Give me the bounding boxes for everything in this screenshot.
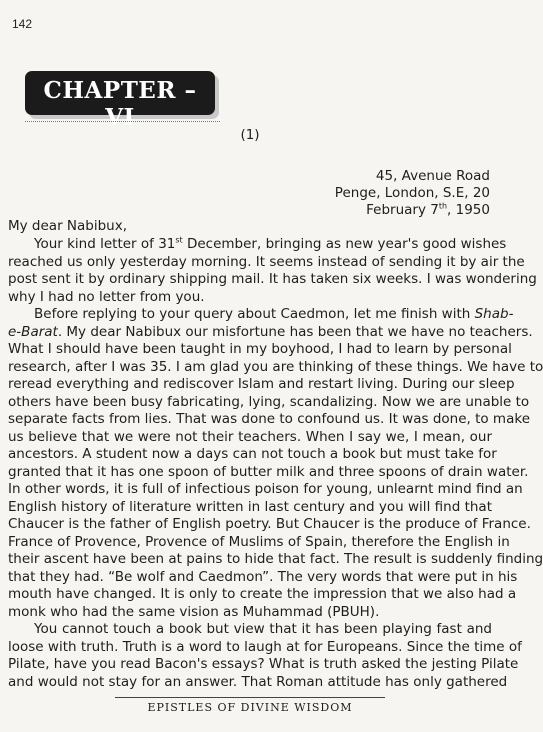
- text-line: You cannot touch a book but view that it has been playing fast and: [34, 621, 492, 637]
- text-line: Chaucer is the father of English poetry. But Chaucer is the produce of France.: [8, 516, 531, 532]
- text-line: post sent it by ordinary shipping mail. It has taken six weeks. I was wondering: [8, 271, 537, 287]
- salutation: My dear Nabibux,: [8, 218, 128, 234]
- text-line: and would not stay for an answer. That Roman attitude has only gathered: [8, 673, 508, 690]
- text-line: loose with truth. Truth is a word to laugh at for Europeans. Since the time of: [8, 638, 522, 655]
- address-block: [335, 168, 490, 219]
- text-line: reached us only yesterday morning. It seems instead of sending it by air the: [8, 253, 525, 270]
- text-line: us believe that we were not their teachers. When I say we, I mean, our: [8, 428, 492, 445]
- chapter-underline: [25, 121, 220, 122]
- text-line: Your kind letter of 31st December, bringing as new year's good wishes: [34, 235, 507, 252]
- text-line: reread everything and rediscover Islam and restart living. During our sleep: [8, 376, 515, 392]
- text-line: Pilate, have you read Bacon's essays? What is truth asked the jesting Pilate: [8, 656, 519, 672]
- address-line: Penge, London, S.E, 20: [334, 185, 490, 201]
- letter-number: (1): [240, 127, 260, 143]
- text-line: research, after I was 35. I am glad you are thinking of these things. We have to: [8, 358, 543, 375]
- text-line: In other words, it is full of infectious poison for young, unlearnt mind find an: [8, 481, 523, 497]
- text-line: ancestors. A student now a days can not touch a book but must take for: [8, 446, 497, 462]
- text-line: France of Provence, Provence of Muslims of Spain, therefore the English in: [8, 533, 510, 550]
- text-line: What I should have been taught in my boyhood, I had to learn by personal: [8, 341, 512, 357]
- page-number: 142: [12, 17, 33, 31]
- text-line: Before replying to your query about Caedmon, let me finish with Shab-: [34, 306, 514, 322]
- text-line: why I had no letter from you.: [8, 288, 205, 305]
- text-line: that they had. “Be wolf and Caedmon”. The very words that were put in his: [8, 568, 518, 585]
- text-line: mouth have changed. It is only to create the impression that we also had a: [8, 586, 517, 602]
- text-line: monk who had the same vision as Muhammad (PBUH).: [8, 603, 380, 620]
- text-line: granted that it has one spoon of butter milk and three spoons of drain water.: [8, 463, 529, 480]
- letter-body: [8, 235, 543, 691]
- chapter-title: CHAPTER – VI: [43, 77, 197, 131]
- text-line: others have been busy fabricating, lying, scandalizing. Now we are unable to: [8, 393, 530, 410]
- address-line: 45, Avenue Road: [375, 168, 490, 184]
- text-line: separate facts from lies. That was done to confound us. It was done, to make: [8, 411, 530, 427]
- running-footer: EPISTLES OF DIVINE WISDOM: [147, 701, 353, 714]
- text-line: their ascent have been at pains to hide that fact. The result is suddenly finding: [8, 551, 543, 567]
- chapter-heading-box: [25, 71, 215, 131]
- footer-rule: [115, 697, 385, 698]
- text-line: e-Barat. My dear Nabibux our misfortune has been that we have no teachers.: [8, 323, 533, 340]
- text-line: English history of literature written in last century and you will find that: [8, 498, 492, 515]
- date-line: February 7th, 1950: [366, 201, 490, 218]
